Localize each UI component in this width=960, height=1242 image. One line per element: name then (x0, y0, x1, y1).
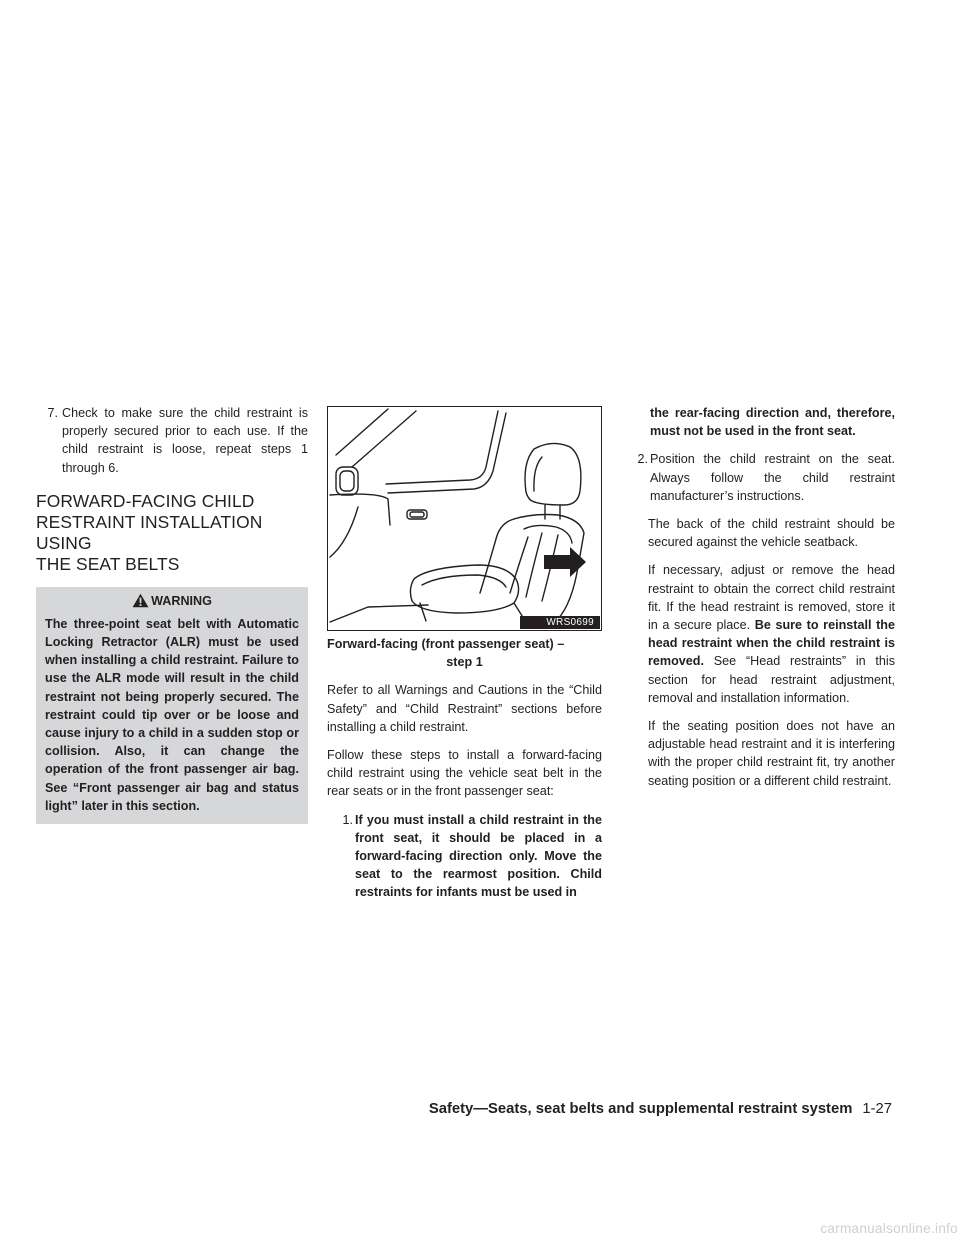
reinstall-warning: Be sure to reinstall the head restraint when the child restraint is removed. (648, 618, 895, 669)
step-number: 7. (47, 406, 58, 420)
middle-column (327, 406, 602, 902)
step-2 (622, 450, 895, 505)
figure-caption (327, 635, 602, 671)
step-text: If you must install a child restraint in the front seat, it should be placed in a forward-facing direction only. Move the seat to the rearmost position. Child restraints for infants must be used in (355, 812, 602, 900)
warning-heading (45, 590, 299, 615)
page-number: 1-27 (862, 1101, 892, 1117)
footer-title: Safety—Seats, seat belts and supplemental restraint system (428, 1101, 853, 1117)
page-footer (429, 1099, 892, 1119)
section-title (36, 491, 308, 575)
left-column (36, 404, 308, 824)
intro-paragraph-2: Follow these steps to install a forward-facing child restraint using the vehicle seat belt in the rear seats or in the front passenger seat: (327, 748, 602, 799)
head-restraint-text: If necessary, adjust or remove the head restraint to obtain the correct child restraint fit. If the head restraint is removed, store it in a secure place. (648, 563, 895, 633)
figure-code: WRS0699 (520, 616, 600, 629)
seat-illustration (327, 406, 602, 631)
warning-triangle-icon (132, 593, 149, 615)
seat-drawing (328, 407, 601, 630)
step-1-continued: the rear-facing direction and, therefore, must not be used in the front seat. (650, 406, 895, 439)
cross-reference: See “Head restraints” in this section for head restraint adjustment, removal and installation information. (648, 654, 895, 705)
step-text: Position the child restraint on the seat. Always follow the child restraint manufacturer’s instructions. (650, 452, 895, 503)
intro-paragraph-1: Refer to all Warnings and Cautions in the “Child Safety” and “Child Restraint” sections before installing a child restraint. (327, 683, 602, 734)
section-title-line-1: FORWARD-FACING CHILD (36, 490, 255, 511)
step-text: Check to make sure the child restraint is properly secured prior to each use. If the child restraint is loose, repeat steps 1 through 6. (62, 406, 308, 475)
arrow-right-icon (544, 547, 586, 577)
watermark: carmanualsonline.info (820, 1221, 958, 1236)
step-number: 1. (342, 812, 353, 827)
section-title-line-2: RESTRAINT INSTALLATION USING (36, 511, 263, 553)
step-2-paragraph-2 (648, 561, 895, 707)
step-2-paragraph-1: The back of the child restraint should be secured against the vehicle seatback. (648, 517, 895, 550)
caption-line-1: Forward-facing (front passenger seat) – (327, 637, 565, 651)
warning-label: WARNING (151, 593, 212, 608)
step-1 (327, 811, 602, 902)
step-number: 2. (637, 452, 648, 467)
warning-box (36, 587, 308, 824)
right-column (622, 404, 895, 790)
caption-line-2: step 1 (446, 655, 483, 670)
step-2-paragraph-3: If the seating position does not have an adjustable head restraint and it is interfering with the proper child restraint fit, try another seating position or a different child restraint. (648, 719, 895, 788)
step-7 (36, 404, 308, 477)
warning-text: The three-point seat belt with Automatic Locking Retractor (ALR) must be used when installing a child restraint. Failure to use the ALR mode will result in the child restraint not being properly secured. The restraint could tip over or be loose and cause injury to a child in a sudden stop or collision. Also, it can change the operation of the front passenger air bag. See “Front passenger air bag and status light” later in this section. (45, 616, 299, 813)
section-title-line-3: THE SEAT BELTS (36, 553, 180, 574)
